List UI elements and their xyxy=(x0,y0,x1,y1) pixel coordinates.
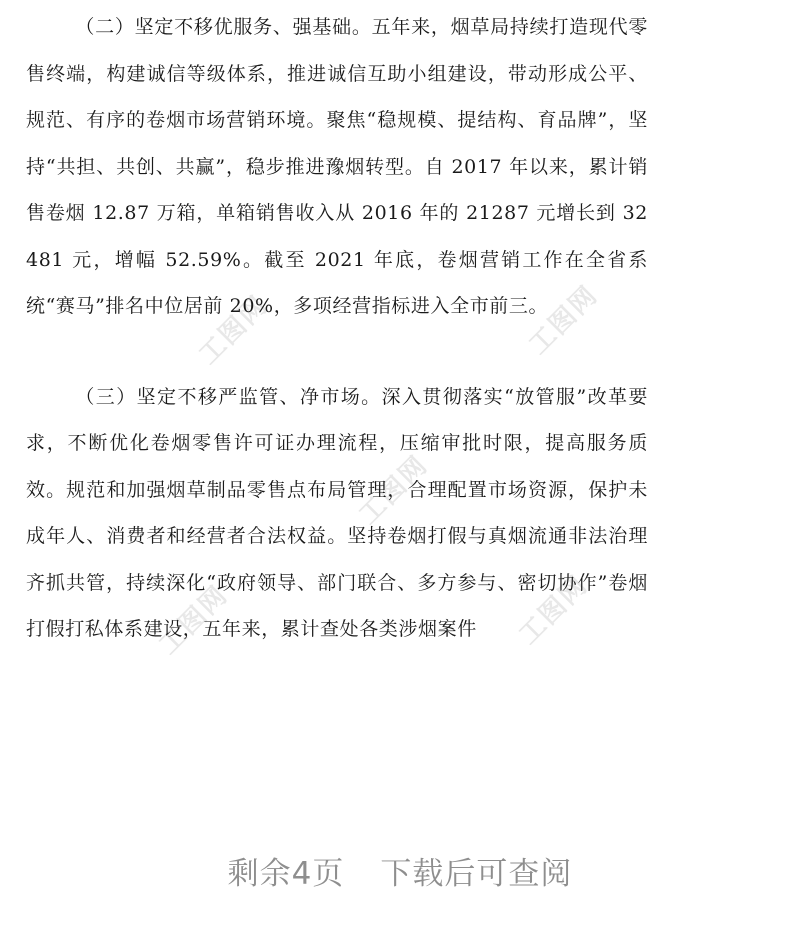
watermark: 工图网 xyxy=(193,289,275,371)
download-hint-text: 下载后可查阅 xyxy=(380,856,573,892)
watermark: 工图网 xyxy=(513,569,595,651)
download-prompt[interactable] xyxy=(0,848,800,893)
paragraph-service: （二）坚定不移优服务、强基础。五年来，烟草局持续打造现代零售终端，构建诚信等级体系，推进诚信互助小组建设，带动形成公平、规范、有序的卷烟市场营销环境。聚焦“稳规模、提结构、育品牌”，坚持“共担、共创、共赢”，稳步推进豫烟转型。自 2017 年以来，累计销售卷烟 12.87 万箱，单箱销售收入从 2016 年的 21287 元增长到 32481 元，增幅 52.59%。截至 2021 年底，卷烟营销工作在全省系统“赛马”排名中位居前 20%，多项经营指标进入全市前三。 xyxy=(26,16,648,317)
document-body xyxy=(26,4,648,653)
watermark: 工图网 xyxy=(353,449,435,531)
remaining-pages-text: 剩余4页 xyxy=(227,856,345,892)
watermark: 工图网 xyxy=(523,279,605,361)
watermark: 工图网 xyxy=(153,579,235,661)
paragraph-supervision: （三）坚定不移严监管、净市场。深入贯彻落实“放管服”改革要求，不断优化卷烟零售许可证办理流程，压缩审批时限，提高服务质效。规范和加强烟草制品零售点布局管理，合理配置市场资源，保护未成年人、消费者和经营者合法权益。坚持卷烟打假与真烟流通非法治理齐抓共管，持续深化“政府领导、部门联合、多方参与、密切协作”卷烟打假打私体系建设，五年来，累计查处各类涉烟案件 xyxy=(26,385,648,640)
